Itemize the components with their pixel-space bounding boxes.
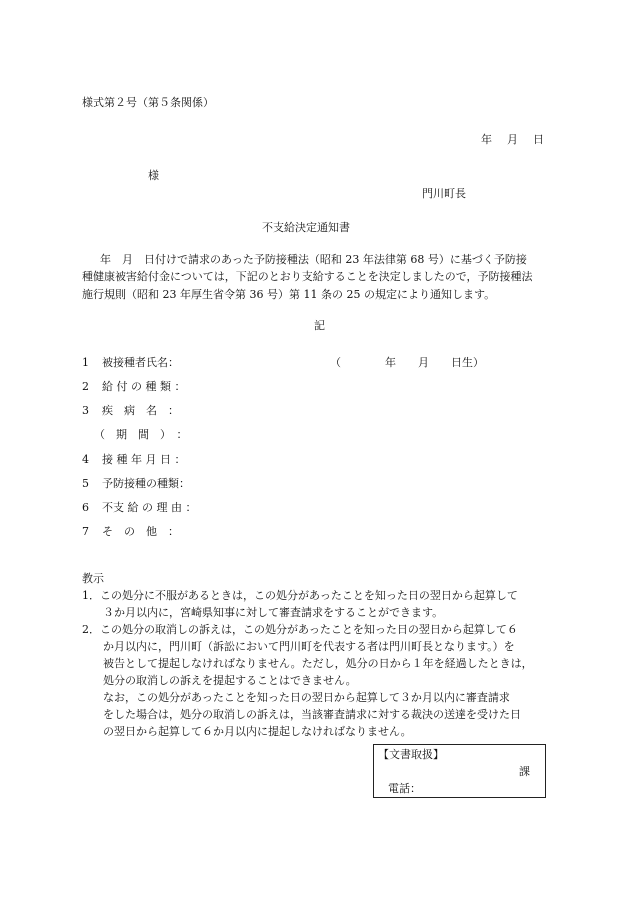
intro-line-3: 施行規則（昭和 23 年厚生省令第 36 号）第 11 条の 25 の規定により通知します。 [82, 288, 496, 301]
form-number: 様式第２号（第５条関係） [82, 96, 214, 109]
recipient-suffix: 様 [148, 169, 159, 182]
notice-line: なお，この処分があったことを知った日の翌日から起算して３か月以内に審査請求 [103, 691, 510, 704]
issuer: 門川町長 [422, 187, 466, 200]
notice-heading: 教示 [82, 572, 104, 585]
ki-heading: 記 [314, 319, 325, 332]
notice-line: の翌日から起算して６か月以内に提起しなければなりません。 [103, 725, 412, 738]
handling-section: 課 [519, 765, 530, 778]
item-label: 接 種 年 月 日 ： [102, 453, 186, 466]
handling-title: 【文書取扱】 [378, 748, 444, 761]
notice-line: 2．この処分の取消しの訴えは，この処分があったことを知った日の翌日から起算して６ [82, 623, 518, 636]
item-label: 不支 給 の 理 由 ： [102, 501, 197, 514]
item-label: 被接種者氏名： [102, 356, 179, 369]
date-line: 年 月 日 [481, 133, 546, 146]
item-number: 5 [82, 477, 89, 490]
item-number: 1 [82, 356, 89, 369]
notice-line: をした場合は，処分の取消しの訴えは，当該審査請求に対する裁決の送達を受けた日 [103, 708, 521, 721]
handling-phone: 電話： [388, 782, 421, 795]
item-number: 7 [82, 525, 89, 538]
notice-line: 1．この処分に不服があるときは，この処分があったことを知った日の翌日から起算して [82, 589, 518, 602]
item-label: （ 期 間 ） ： [94, 428, 188, 441]
item-number: 3 [82, 404, 89, 417]
document-title: 不支給決定通知書 [262, 221, 350, 234]
item-number: 4 [82, 453, 89, 466]
notice-line: ３か月以内に，宮崎県知事に対して審査請求をすることができます。 [103, 606, 444, 619]
item-label: 予防接種の種類： [102, 477, 190, 490]
notice-line: 被告として提起しなければなりません。ただし，処分の日から１年を経過したときは， [103, 657, 533, 670]
document-handling-box [373, 744, 546, 798]
item-number: 2 [82, 380, 89, 393]
birthdate-field: （ 年 月 日生） [330, 356, 484, 369]
item-label: そ の 他 ： [102, 525, 179, 538]
intro-line-2: 種健康被害給付金については，下記のとおり支給することを決定しましたので，予防接種法 [82, 270, 533, 283]
notice-line: 処分の取消しの訴えを提起することはできません。 [103, 674, 357, 687]
item-label: 疾 病 名 ： [102, 404, 179, 417]
item-label: 給 付 の 種 類 ： [102, 380, 186, 393]
notice-line: か月以内に，門川町（訴訟において門川町を代表する者は門川町長となります。）を [103, 640, 515, 653]
intro-line-1: 年 月 日付けで請求のあった予防接種法（昭和 23 年法律第 68 号）に基づく予防接 [100, 253, 527, 266]
item-number: 6 [82, 501, 89, 514]
